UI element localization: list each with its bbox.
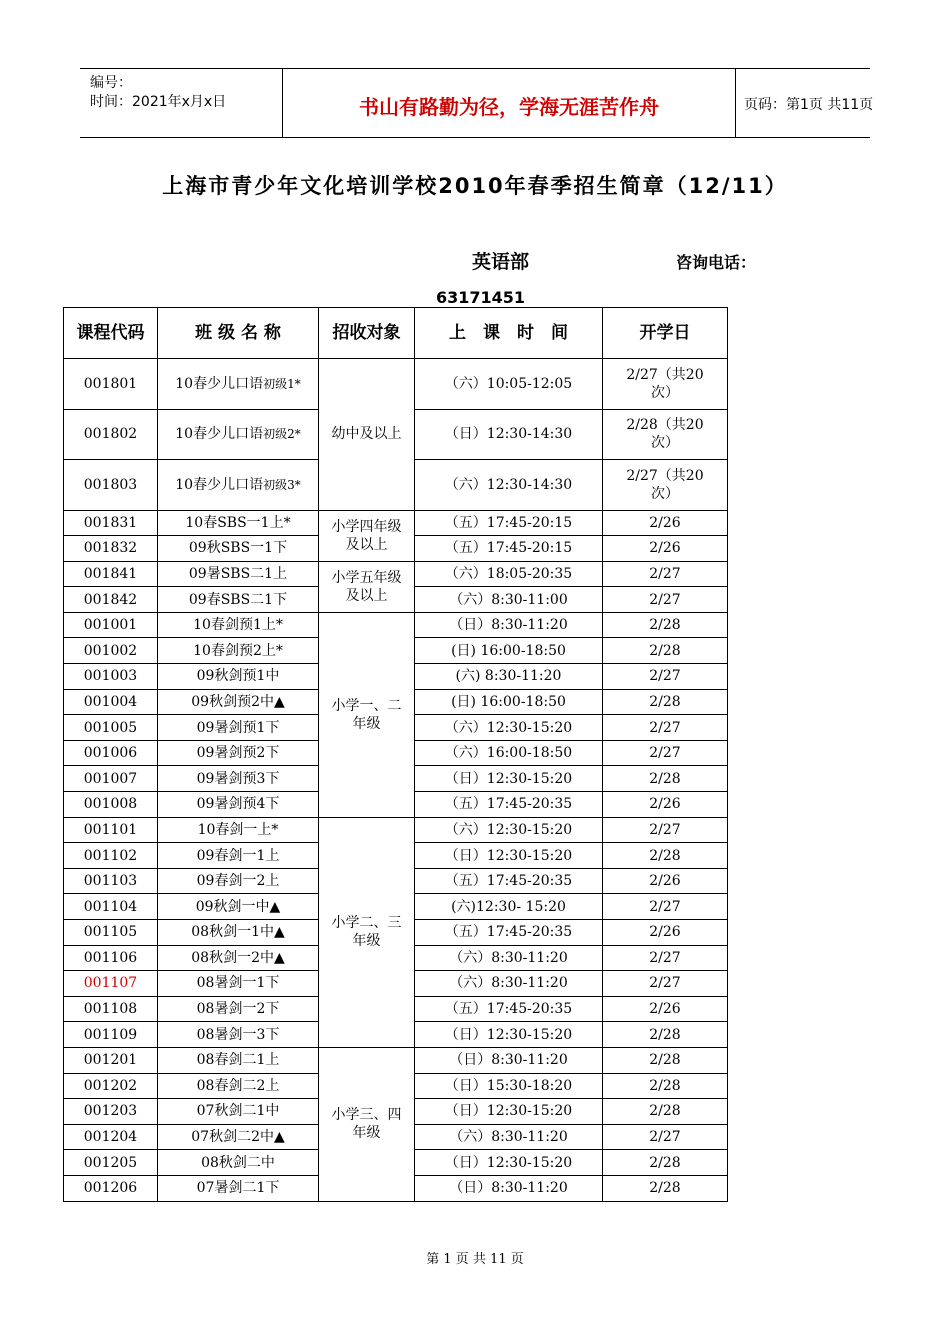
start-date (603, 1073, 728, 1099)
class-name-text: 08春剑二1上 (196, 1052, 280, 1069)
start-date (603, 638, 728, 664)
course-code: 001005 (64, 715, 158, 741)
start-date (603, 1150, 728, 1176)
class-time: （日）12:30-15:20 (415, 1099, 603, 1125)
class-time: （六）16:00-18:50 (415, 740, 603, 766)
start-date-text: 2/28 (649, 1026, 681, 1043)
class-name-text: 09暑SBS二1上 (188, 565, 288, 582)
class-time: （六）8:30-11:00 (415, 587, 603, 613)
class-name-text: 09暑剑预4下 (196, 796, 280, 813)
start-date-text: 2/27（共20次） (626, 467, 704, 502)
course-code: 001205 (64, 1150, 158, 1176)
class-name (158, 1150, 319, 1176)
course-code: 001008 (64, 792, 158, 818)
course-code: 001003 (64, 664, 158, 690)
class-name-text: 08秋剑一2中▲ (191, 949, 285, 966)
class-name (158, 740, 319, 766)
class-name (158, 510, 319, 536)
class-time: (六)12:30- 15:20 (415, 894, 603, 920)
class-name-text: 09秋剑一中▲ (195, 898, 281, 915)
target-group (319, 612, 415, 817)
start-date-text: 2/28 (649, 642, 681, 659)
course-code: 001831 (64, 510, 158, 536)
class-time: （五）17:45-20:15 (415, 510, 603, 536)
header-motto-cell (282, 69, 736, 137)
start-date (603, 1175, 728, 1201)
start-date (603, 536, 728, 562)
document-title: 上海市青少年文化培训学校2010年春季招生简章（12/11） (162, 174, 788, 198)
class-name (158, 587, 319, 613)
start-date-text: 2/28 (649, 770, 681, 787)
start-date-text: 2/27 (649, 975, 681, 992)
course-code: 001105 (64, 920, 158, 946)
course-code: 001204 (64, 1124, 158, 1150)
course-code: 001832 (64, 536, 158, 562)
class-time: （六）12:30-14:30 (415, 460, 603, 511)
class-name (158, 894, 319, 920)
target-group (319, 817, 415, 1047)
class-name-text: 10春SBS一1上* (185, 514, 291, 531)
course-code: 001206 (64, 1175, 158, 1201)
class-time: （日）12:30-15:20 (415, 766, 603, 792)
course-code: 001801 (64, 359, 158, 410)
target-group-label: 小学二、三年级 (331, 915, 402, 950)
header-target: 招收对象 (319, 308, 415, 359)
start-date-text: 2/28 (649, 1180, 681, 1197)
serial-label: 编号： (90, 75, 132, 91)
class-time: （六）8:30-11:20 (415, 1124, 603, 1150)
start-date (603, 1099, 728, 1125)
start-date (603, 1022, 728, 1048)
start-date-text: 2/27 (649, 591, 681, 608)
start-date (603, 971, 728, 997)
start-date (603, 740, 728, 766)
class-time: （六）12:30-15:20 (415, 715, 603, 741)
consult-label: 咨询电话： (676, 253, 757, 272)
course-code: 001007 (64, 766, 158, 792)
page-footer: 第 1 页 共 11 页 (426, 1252, 524, 1267)
start-date-text: 2/28（共20次） (626, 417, 704, 452)
class-name-text: 08暑剑一2下 (196, 1001, 280, 1018)
class-name (158, 920, 319, 946)
class-time: （日）15:30-18:20 (415, 1073, 603, 1099)
start-date-text: 2/26 (649, 796, 681, 813)
class-name (158, 409, 319, 460)
header-start-date: 开学日 (603, 308, 728, 359)
class-time: （五）17:45-20:35 (415, 868, 603, 894)
start-date-text: 2/28 (649, 1103, 681, 1120)
start-date-text: 2/26 (649, 514, 681, 531)
class-name-text: 10春剑一上* (197, 821, 279, 838)
start-date-text: 2/27 (649, 1129, 681, 1146)
start-date (603, 510, 728, 536)
start-date-text: 2/28 (649, 693, 681, 710)
start-date (603, 359, 728, 410)
start-date (603, 664, 728, 690)
start-date (603, 587, 728, 613)
class-name-text: 09春SBS二1下 (188, 591, 288, 608)
class-name (158, 766, 319, 792)
class-time: （六）8:30-11:20 (415, 971, 603, 997)
class-name (158, 1175, 319, 1201)
class-name-text: 08春剑二2上 (196, 1077, 280, 1094)
start-date (603, 868, 728, 894)
course-code: 001841 (64, 561, 158, 587)
start-date (603, 409, 728, 460)
course-code: 001108 (64, 996, 158, 1022)
start-date (603, 689, 728, 715)
start-date-text: 2/27 (649, 565, 681, 582)
class-time: （日）12:30-15:20 (415, 1150, 603, 1176)
class-name (158, 1047, 319, 1073)
start-date-text: 2/27 (649, 821, 681, 838)
start-date-text: 2/28 (649, 617, 681, 634)
class-time: （五）17:45-20:35 (415, 920, 603, 946)
class-name (158, 1099, 319, 1125)
start-date (603, 920, 728, 946)
class-level-text: 初级1* (263, 376, 301, 391)
class-name (158, 638, 319, 664)
class-time: （六）12:30-15:20 (415, 817, 603, 843)
class-name (158, 1124, 319, 1150)
header-class-name: 班 级 名 称 (158, 308, 319, 359)
header-time: 上 课 时 间 (415, 308, 603, 359)
target-group (319, 359, 415, 511)
class-name-text: 09春剑一1上 (196, 847, 280, 864)
page-info: 页码：第1页 共11页 (744, 97, 874, 113)
class-name-text: 08暑剑一1下 (196, 975, 280, 992)
start-date (603, 766, 728, 792)
class-level-text: 初级2* (263, 427, 301, 442)
class-name-text: 07秋剑二1中 (196, 1103, 280, 1120)
course-code: 001104 (64, 894, 158, 920)
table-row (64, 817, 728, 843)
start-date-text: 2/28 (649, 1052, 681, 1069)
course-code: 001101 (64, 817, 158, 843)
course-code: 001106 (64, 945, 158, 971)
start-date (603, 460, 728, 511)
class-name (158, 817, 319, 843)
class-name (158, 945, 319, 971)
class-name (158, 792, 319, 818)
class-name-text: 09暑剑预3下 (196, 770, 280, 787)
start-date-text: 2/27 (649, 898, 681, 915)
start-date-text: 2/28 (649, 1077, 681, 1094)
class-time: （五）17:45-20:35 (415, 996, 603, 1022)
class-name (158, 971, 319, 997)
start-date (603, 1124, 728, 1150)
class-name-text: 08暑剑一3下 (196, 1026, 280, 1043)
class-name-text: 09秋SBS一1下 (188, 540, 288, 557)
class-time: （五）17:45-20:15 (415, 536, 603, 562)
class-name-text: 10春少儿口语 (175, 426, 264, 443)
target-group-label: 小学四年级及以上 (331, 518, 402, 553)
course-code: 001203 (64, 1099, 158, 1125)
start-date (603, 792, 728, 818)
target-group-label: 小学三、四年级 (331, 1107, 402, 1142)
start-date (603, 1047, 728, 1073)
start-date (603, 817, 728, 843)
time-label: 时间：2021年x月x日 (90, 94, 227, 110)
table-row (64, 612, 728, 638)
course-code: 001001 (64, 612, 158, 638)
class-name-text: 10春剑预2上* (193, 642, 283, 659)
class-name-text: 09春剑一2上 (196, 873, 280, 890)
course-code: 001107 (64, 971, 158, 997)
start-date-text: 2/26 (649, 873, 681, 890)
course-code: 001802 (64, 409, 158, 460)
class-time: （日）8:30-11:20 (415, 1047, 603, 1073)
start-date-text: 2/26 (649, 1001, 681, 1018)
class-time: (日) 16:00-18:50 (415, 638, 603, 664)
course-code: 001201 (64, 1047, 158, 1073)
class-name (158, 612, 319, 638)
target-group (319, 1047, 415, 1201)
start-date (603, 612, 728, 638)
course-code: 001109 (64, 1022, 158, 1048)
start-date-text: 2/28 (649, 847, 681, 864)
course-code: 001006 (64, 740, 158, 766)
start-date-text: 2/26 (649, 540, 681, 557)
target-group-label: 小学五年级及以上 (331, 569, 402, 604)
class-name (158, 996, 319, 1022)
class-name-text: 08秋剑二中 (201, 1154, 275, 1171)
class-level-text: 初级3* (263, 477, 301, 492)
target-group-label: 幼中及以上 (331, 426, 402, 443)
header-code: 课程代码 (64, 308, 158, 359)
class-name-text: 09暑剑预1下 (196, 719, 280, 736)
class-name-text: 10春少儿口语 (175, 476, 264, 493)
start-date-text: 2/28 (649, 1154, 681, 1171)
header-meta (80, 69, 282, 137)
table-header-row (64, 308, 728, 359)
page-header (80, 68, 874, 138)
class-name-text: 09暑剑预2下 (196, 745, 280, 762)
class-name-text: 08秋剑一1中▲ (191, 924, 285, 941)
class-time: （日）8:30-11:20 (415, 612, 603, 638)
schedule-table (63, 307, 728, 1202)
start-date (603, 715, 728, 741)
start-date (603, 894, 728, 920)
start-date (603, 843, 728, 869)
class-name (158, 843, 319, 869)
course-code: 001004 (64, 689, 158, 715)
class-name (158, 689, 319, 715)
class-name-text: 09秋剑预1中 (196, 668, 280, 685)
start-date-text: 2/26 (649, 924, 681, 941)
course-code: 001103 (64, 868, 158, 894)
start-date-text: 2/27 (649, 745, 681, 762)
class-name (158, 664, 319, 690)
table-body (64, 359, 728, 1202)
class-name-text: 07秋剑二2中▲ (191, 1129, 285, 1146)
table-row (64, 510, 728, 536)
course-code: 001002 (64, 638, 158, 664)
start-date (603, 561, 728, 587)
start-date-text: 2/27 (649, 949, 681, 966)
class-time: （日）12:30-15:20 (415, 1022, 603, 1048)
start-date-text: 2/27（共20次） (626, 366, 704, 401)
class-name (158, 715, 319, 741)
class-name (158, 561, 319, 587)
course-code: 001803 (64, 460, 158, 511)
class-name-text: 09秋剑预2中▲ (191, 693, 285, 710)
class-name (158, 1022, 319, 1048)
start-date-text: 2/27 (649, 668, 681, 685)
class-time: （日）12:30-15:20 (415, 843, 603, 869)
motto: 书山有路勤为径，学海无涯苦作舟 (359, 95, 659, 119)
header-page-cell (736, 69, 874, 137)
table-row (64, 1047, 728, 1073)
class-time: （六）8:30-11:20 (415, 945, 603, 971)
class-name (158, 460, 319, 511)
class-time: （日）8:30-11:20 (415, 1175, 603, 1201)
table-row (64, 561, 728, 587)
start-date (603, 996, 728, 1022)
class-time: (日) 16:00-18:50 (415, 689, 603, 715)
class-name-text: 10春少儿口语 (175, 375, 264, 392)
class-name (158, 536, 319, 562)
class-name-text: 07暑剑二1下 (196, 1180, 280, 1197)
target-group (319, 561, 415, 612)
class-name (158, 359, 319, 410)
phone-number: 63171451 (436, 288, 526, 307)
class-time: （五）17:45-20:35 (415, 792, 603, 818)
class-time: （六）10:05-12:05 (415, 359, 603, 410)
class-time: （六）18:05-20:35 (415, 561, 603, 587)
department-name: 英语部 (472, 251, 530, 273)
start-date-text: 2/27 (649, 719, 681, 736)
course-code: 001102 (64, 843, 158, 869)
class-name (158, 868, 319, 894)
class-name-text: 10春剑预1上* (193, 617, 283, 634)
course-code: 001842 (64, 587, 158, 613)
start-date (603, 945, 728, 971)
table-row (64, 359, 728, 410)
class-name (158, 1073, 319, 1099)
target-group-label: 小学一、二年级 (331, 697, 402, 732)
class-time: （日）12:30-14:30 (415, 409, 603, 460)
class-time: (六) 8:30-11:20 (415, 664, 603, 690)
course-code: 001202 (64, 1073, 158, 1099)
target-group (319, 510, 415, 561)
